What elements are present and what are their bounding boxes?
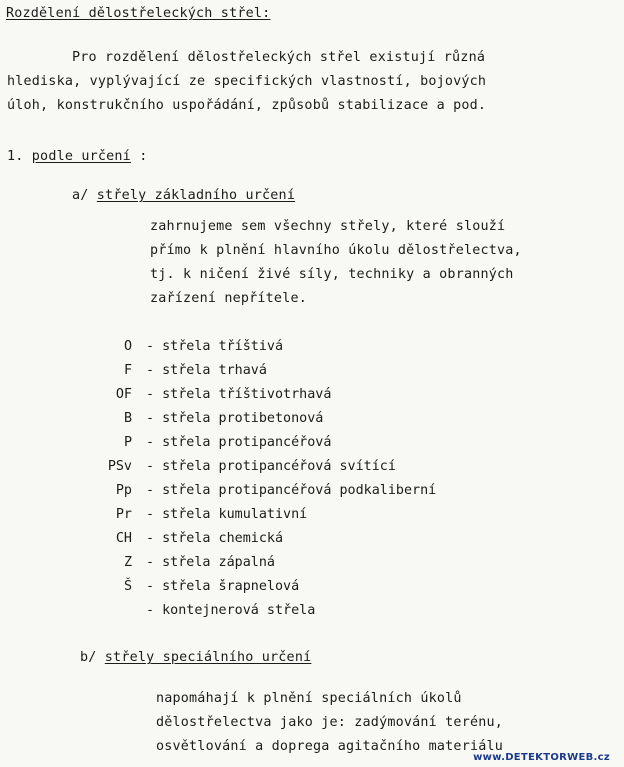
subsection-b-heading <box>80 650 311 666</box>
subsection-a-para-2: přímo k plnění hlavního úkolu dělostřelectva, <box>150 243 522 258</box>
section-1-number: 1. <box>7 149 24 164</box>
list-item-code: O <box>123 339 132 354</box>
intro-line-3: úloh, konstrukčního uspořádání, způsobů stabilizace a pod. <box>7 98 487 113</box>
list-item-code: OF <box>115 387 132 402</box>
list-item-code: Pr <box>115 507 132 522</box>
subsection-a-letter: a/ <box>72 188 89 203</box>
subsection-a-para-3: tj. k ničení živé síly, techniky a obranných <box>150 267 514 282</box>
list-item-text: - střela chemická <box>146 531 284 546</box>
list-item-text: - střela tříštivotrhavá <box>146 387 332 402</box>
list-item-code: PSv <box>107 459 132 474</box>
section-1-title: podle určení <box>31 149 131 164</box>
subsection-b-title: střely speciálního určení <box>104 650 312 665</box>
subsection-b-para-1: napomáhají k plnění speciálních úkolů <box>156 691 462 706</box>
list-item-text: - střela trhavá <box>146 363 267 378</box>
list-item-code: Š <box>123 579 132 594</box>
list-item-text: - střela zápalná <box>146 555 275 570</box>
section-1-suffix: : <box>130 149 148 164</box>
list-item-code: F <box>123 363 132 378</box>
subsection-b-letter: b/ <box>80 650 97 665</box>
list-item-text: - střela protipancéřová podkaliberní <box>146 483 437 498</box>
list-item-text: - střela tříštivá <box>146 339 284 354</box>
list-item-text: - střela protipancéřová svítící <box>146 459 396 474</box>
list-item-code: B <box>123 411 132 426</box>
document-title: Rozdělení dělostřeleckých střel: <box>6 6 271 21</box>
list-item-code: Pp <box>115 483 132 498</box>
subsection-b-para-3: osvětlování a doprega agitačního materiálu <box>156 739 503 754</box>
list-item-text: - kontejnerová střela <box>146 603 316 618</box>
list-item-text: - střela šrapnelová <box>146 579 300 594</box>
list-item-code: Z <box>123 555 132 570</box>
list-item-text: - střela kumulativní <box>146 507 308 522</box>
watermark: www.DETEKTORWEB.cz <box>473 752 610 763</box>
intro-line-1: Pro rozdělení dělostřeleckých střel existují různá <box>72 50 486 65</box>
subsection-a-para-1: zahrnujeme sem všechny střely, které slouží <box>150 219 506 234</box>
subsection-a-para-4: zařízení nepřítele. <box>150 291 307 306</box>
subsection-b-para-2: dělostřelectva jako je: zadýmování terénu, <box>156 715 503 730</box>
section-1-heading <box>7 149 147 165</box>
subsection-a-heading <box>72 188 295 204</box>
intro-line-2: hlediska, vyplývající ze specifických vlastností, bojových <box>7 74 487 89</box>
list-item-text: - střela protibetonová <box>146 411 324 426</box>
list-item-text: - střela protipancéřová <box>146 435 332 450</box>
list-item-code: P <box>123 435 132 450</box>
subsection-a-title: střely základního určení <box>96 188 296 203</box>
list-item-code: CH <box>115 531 132 546</box>
